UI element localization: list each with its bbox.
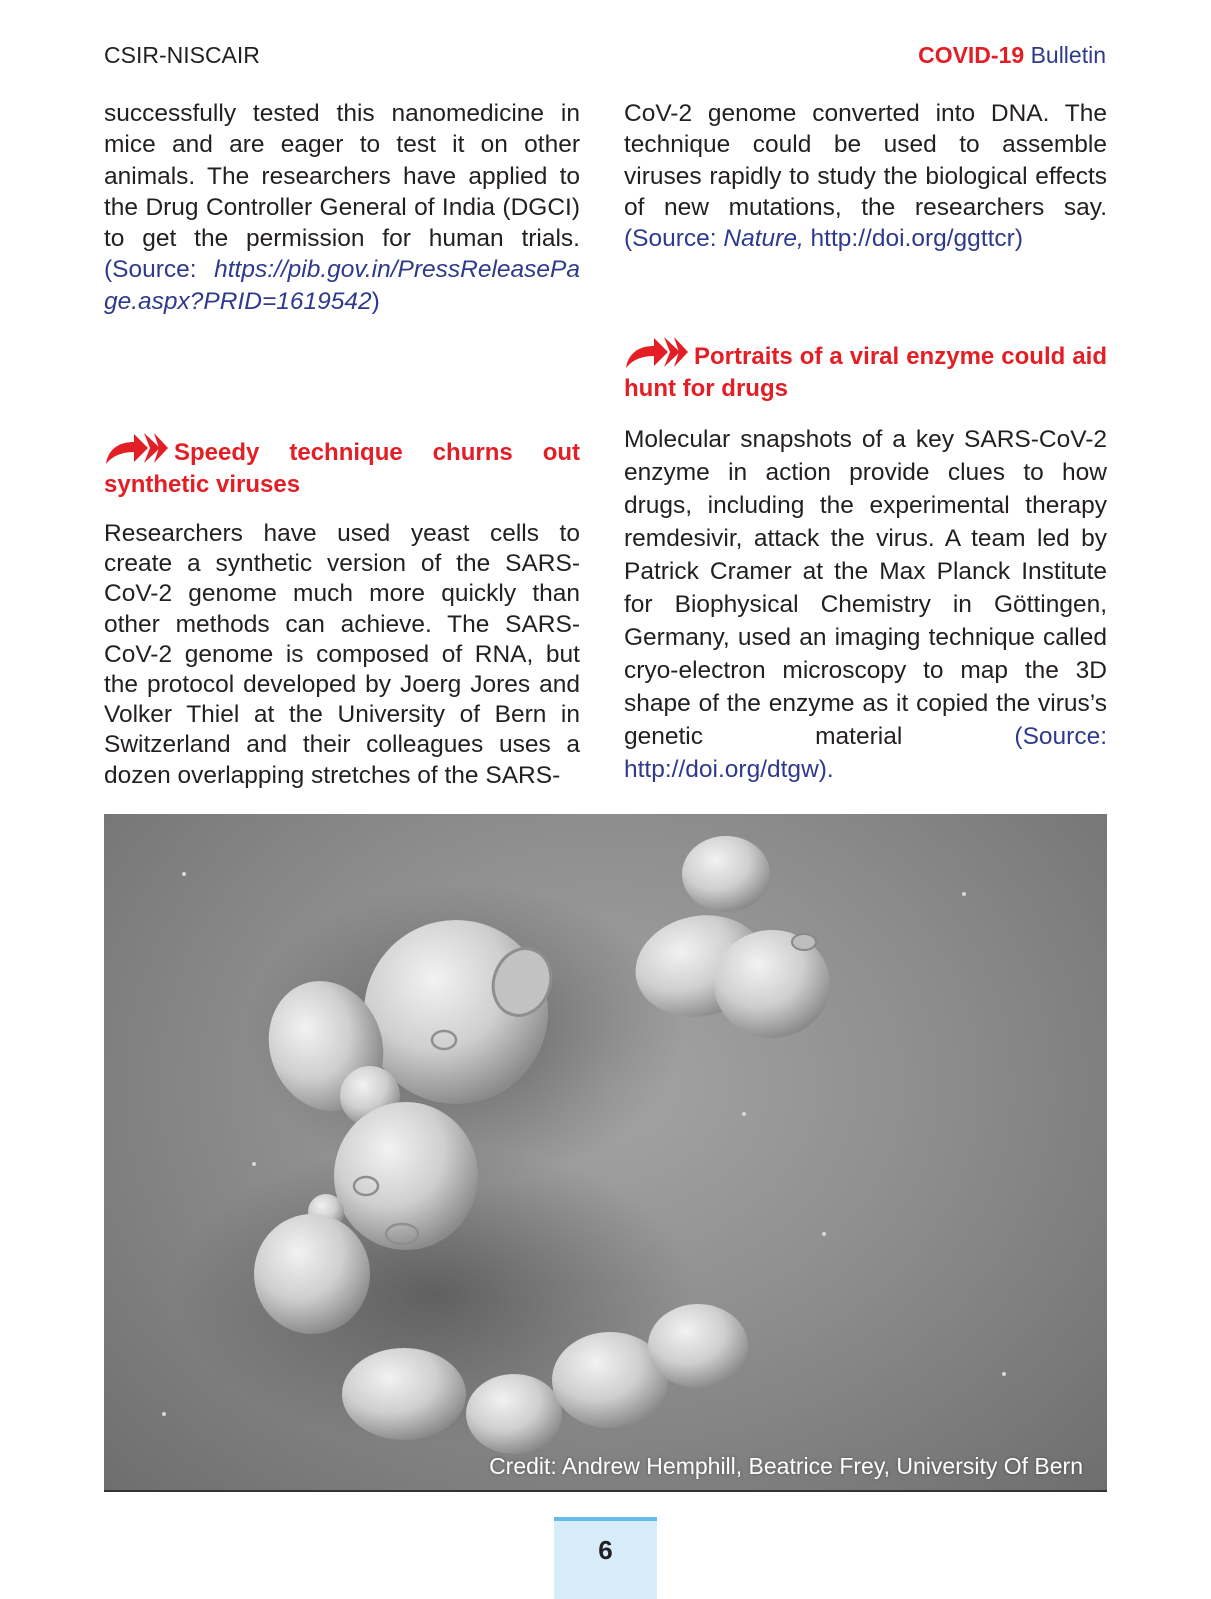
- intro-source-open: (Source:: [104, 256, 215, 284]
- article-body-text: Molecular snapshots of a key SARS-CoV-2 enzyme in action provide clues to how drugs, including the experimental therapy remdesivir, attack the virus. A team led by Patrick Cramer at the Max Planck Institute for Biophysical Chemistry in Göttingen, Germany, used an imaging technique called cryo-electron microscopy to map the 3D shape of the enzyme as it copied the virus’s genetic material: [624, 426, 1107, 750]
- covid-label: COVID-19: [918, 42, 1025, 68]
- bulletin-label: Bulletin: [1030, 42, 1106, 68]
- article-source-link[interactable]: (Source: http://doi.org/dtgw).: [624, 723, 1107, 783]
- double-arrow-icon: [624, 334, 688, 370]
- intro-source-close: ): [371, 287, 380, 315]
- intro-text: successfully tested this nanomedicine in mice and are eager to test it on other animals. The researchers have applied to the Drug Controller General of India (DGCI) to get the permission for human trials.: [104, 100, 580, 253]
- continued-source-link[interactable]: http://doi.org/ggttcr): [803, 225, 1023, 253]
- publisher-name: CSIR-NISCAIR: [104, 42, 260, 68]
- article-synthetic-viruses: [104, 430, 580, 791]
- continued-text: CoV-2 genome converted into DNA. The technique could be used to assemble viruses rapidly to study the biological effects of new mutations, the researchers say.: [624, 100, 1107, 221]
- photo-bottom-rule: [104, 1490, 1107, 1492]
- bulletin-title: [918, 42, 1106, 69]
- photo-credit: Credit: Andrew Hemphill, Beatrice Frey, University Of Bern: [489, 1453, 1083, 1479]
- article-heading: [624, 334, 1107, 405]
- intro-source-link[interactable]: https://pib.gov.in/PressReleasePage.aspx?PRID=1619542: [104, 256, 580, 315]
- article-heading: [104, 430, 580, 501]
- article-viral-enzyme: [624, 334, 1107, 786]
- left-column: [104, 98, 580, 317]
- double-arrow-icon: [104, 430, 168, 466]
- continued-paragraph: [624, 98, 1107, 254]
- right-column: [624, 98, 1107, 254]
- page-number: 6: [554, 1517, 657, 1599]
- article-heading-text: Portraits of a viral enzyme could aid hunt for drugs: [624, 343, 1107, 402]
- article-body: [624, 423, 1107, 786]
- article-heading-text: Speedy technique churns out synthetic viruses: [104, 439, 580, 498]
- yeast-cells-photo: [104, 814, 1107, 1490]
- article-body: Researchers have used yeast cells to create a synthetic version of the SARS-CoV-2 genome much more quickly than other methods can achieve. The SARS-CoV-2 genome is composed of RNA, but the protocol developed by Joerg Jores and Volker Thiel at the University of Bern in Switzerland and their colleagues uses a dozen overlapping stretches of the SARS-: [104, 520, 580, 789]
- yeast-cells-illustration: [104, 814, 1107, 1490]
- continued-source-open: (Source:: [624, 225, 724, 253]
- continued-source-journal: Nature,: [723, 225, 804, 253]
- intro-paragraph: [104, 98, 580, 317]
